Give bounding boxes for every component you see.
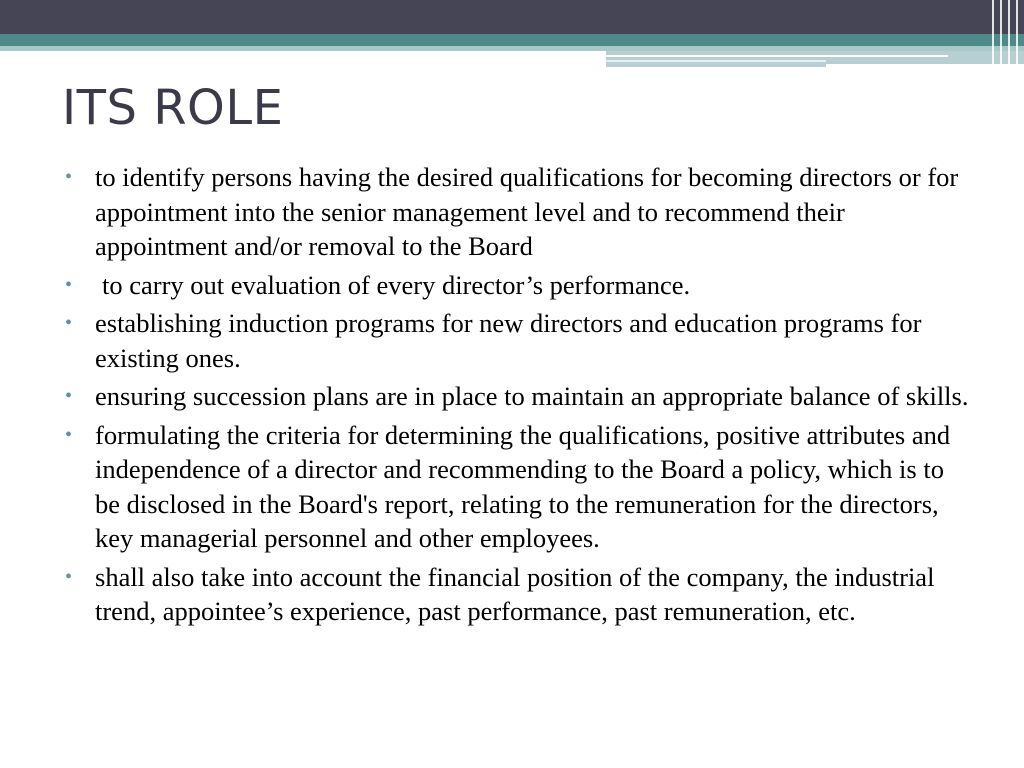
header-band-teal	[0, 34, 1024, 46]
bullet-icon: •	[65, 423, 73, 446]
header-stripe	[1008, 0, 1010, 68]
bullet-item	[62, 268, 972, 303]
bullet-text: to carry out evaluation of every director’s performance.	[102, 269, 691, 300]
bullet-text: establishing induction programs for new directors and education programs for existing ones.	[95, 308, 922, 373]
header-stripe	[1016, 0, 1018, 68]
header-band-dark	[0, 0, 1024, 34]
header-accent-line	[606, 55, 948, 57]
bullet-item	[62, 160, 972, 264]
slide-title: ITS ROLE	[62, 80, 284, 136]
bullet-item	[62, 306, 972, 375]
bullet-text: ensuring succession plans are in place to maintain an appropriate balance of skills.	[95, 381, 969, 411]
bullet-text: formulating the criteria for determining the qualifications, positive attributes and independence of a director and recommending to the Board a policy, which is to be disclosed in the Board's report, relating to the remuneration for the directors, key managerial personnel and other employees.	[95, 419, 951, 553]
bullet-list	[62, 160, 972, 633]
header-stripe	[1000, 0, 1002, 68]
bullet-item	[62, 379, 972, 414]
bullet-item	[62, 560, 972, 629]
bullet-item	[62, 418, 972, 556]
header-accent-line	[826, 64, 1024, 67]
bullet-icon: •	[65, 385, 73, 407]
bullet-icon: •	[65, 273, 73, 296]
bullet-text: shall also take into account the financial position of the company, the industrial trend, appointee’s experience, past performance, past remuneration, etc.	[95, 561, 935, 626]
bullet-icon: •	[65, 312, 73, 334]
bullet-icon: •	[65, 565, 73, 588]
bullet-icon: •	[65, 166, 73, 188]
header-accent-line	[606, 60, 826, 62]
bullet-text: to identify persons having the desired qualifications for becoming directors or for appointment into the senior management level and to recommend their appointment and/or removal to the Board	[95, 162, 959, 261]
header-stripe	[992, 0, 994, 68]
